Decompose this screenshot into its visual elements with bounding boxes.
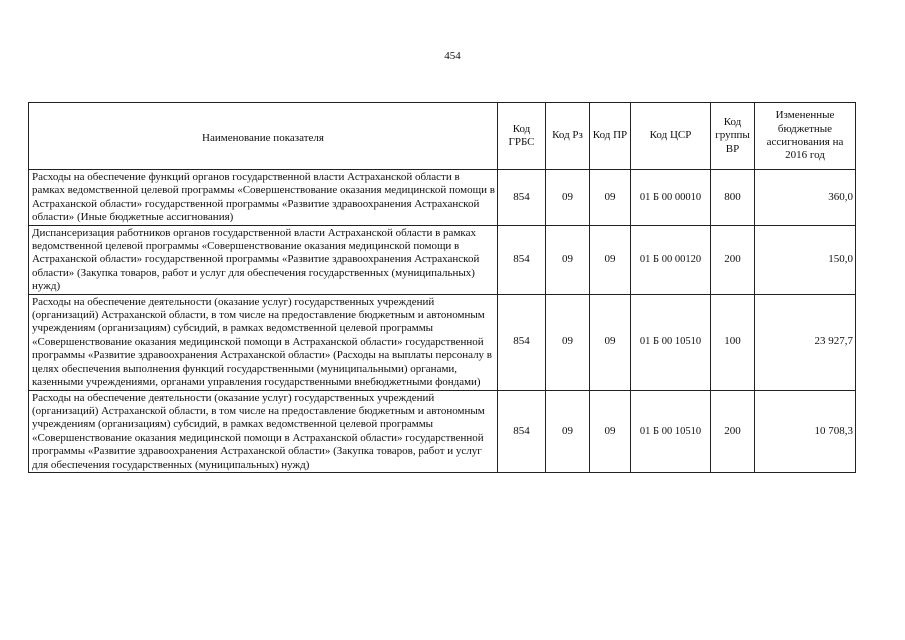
header-amount: Измененные бюджетные ассигнования на 2016 год — [755, 103, 856, 170]
row-rz: 09 — [546, 390, 590, 472]
table-row — [29, 294, 856, 390]
table-header-row — [29, 103, 856, 170]
row-amount: 150,0 — [755, 225, 856, 294]
header-pr: Код ПР — [590, 103, 631, 170]
row-pr: 09 — [590, 170, 631, 226]
row-rz: 09 — [546, 225, 590, 294]
table-row — [29, 390, 856, 472]
row-csr: 01 Б 00 10510 — [631, 294, 711, 390]
row-name: Расходы на обеспечение деятельности (оказание услуг) государственных учреждений (организаций) Астраханской области, в том числе на предоставление бюджетным и автономным учреждениям (организациям) субсидий, в рамках ведомственной целевой программы «Совершенствование оказания медицинской помощи в Астраханской области» государственной программы «Развитие здравоохранения Астраханской области» (Расходы на выплаты персоналу в целях обеспечения выполнения функций государственными (муниципальными) органами, казенными учреждениями, органами управления государственными внебюджетными фондами) — [29, 294, 498, 390]
row-amount: 10 708,3 — [755, 390, 856, 472]
row-pr: 09 — [590, 294, 631, 390]
row-vr: 800 — [711, 170, 755, 226]
header-name: Наименование показателя — [29, 103, 498, 170]
header-csr: Код ЦСР — [631, 103, 711, 170]
row-pr: 09 — [590, 390, 631, 472]
table-row — [29, 170, 856, 226]
row-name: Расходы на обеспечение функций органов государственной власти Астраханской области в рамках ведомственной целевой программы «Совершенствование оказания медицинской помощи в Астраханской области» государственной программы «Развитие здравоохранения Астраханской области» (Иные бюджетные ассигнования) — [29, 170, 498, 226]
row-csr: 01 Б 00 00120 — [631, 225, 711, 294]
header-grbs: Код ГРБС — [498, 103, 546, 170]
row-vr: 200 — [711, 390, 755, 472]
row-name: Диспансеризация работников органов государственной власти Астраханской области в рамках ведомственной целевой программы «Совершенствование оказания медицинской помощи в Астраханской области» государственной программы «Развитие здравоохранения Астраханской области» (Закупка товаров, работ и услуг для обеспечения государственных (муниципальных) нужд) — [29, 225, 498, 294]
row-csr: 01 Б 00 10510 — [631, 390, 711, 472]
row-vr: 100 — [711, 294, 755, 390]
budget-table — [28, 102, 856, 473]
row-vr: 200 — [711, 225, 755, 294]
row-grbs: 854 — [498, 170, 546, 226]
page-number: 454 — [444, 50, 461, 62]
row-amount: 23 927,7 — [755, 294, 856, 390]
row-amount: 360,0 — [755, 170, 856, 226]
row-grbs: 854 — [498, 390, 546, 472]
row-pr: 09 — [590, 225, 631, 294]
row-csr: 01 Б 00 00010 — [631, 170, 711, 226]
header-vr: Код группы ВР — [711, 103, 755, 170]
table-row — [29, 225, 856, 294]
row-rz: 09 — [546, 170, 590, 226]
row-rz: 09 — [546, 294, 590, 390]
row-grbs: 854 — [498, 294, 546, 390]
row-name: Расходы на обеспечение деятельности (оказание услуг) государственных учреждений (организаций) Астраханской области, в том числе на предоставление бюджетным и автономным учреждениям (организациям) субсидий, в рамках ведомственной целевой программы «Совершенствование оказания медицинской помощи в Астраханской области» государственной программы «Развитие здравоохранения Астраханской области» (Закупка товаров, работ и услуг для обеспечения государственных (муниципальных) нужд) — [29, 390, 498, 472]
header-rz: Код Рз — [546, 103, 590, 170]
row-grbs: 854 — [498, 225, 546, 294]
